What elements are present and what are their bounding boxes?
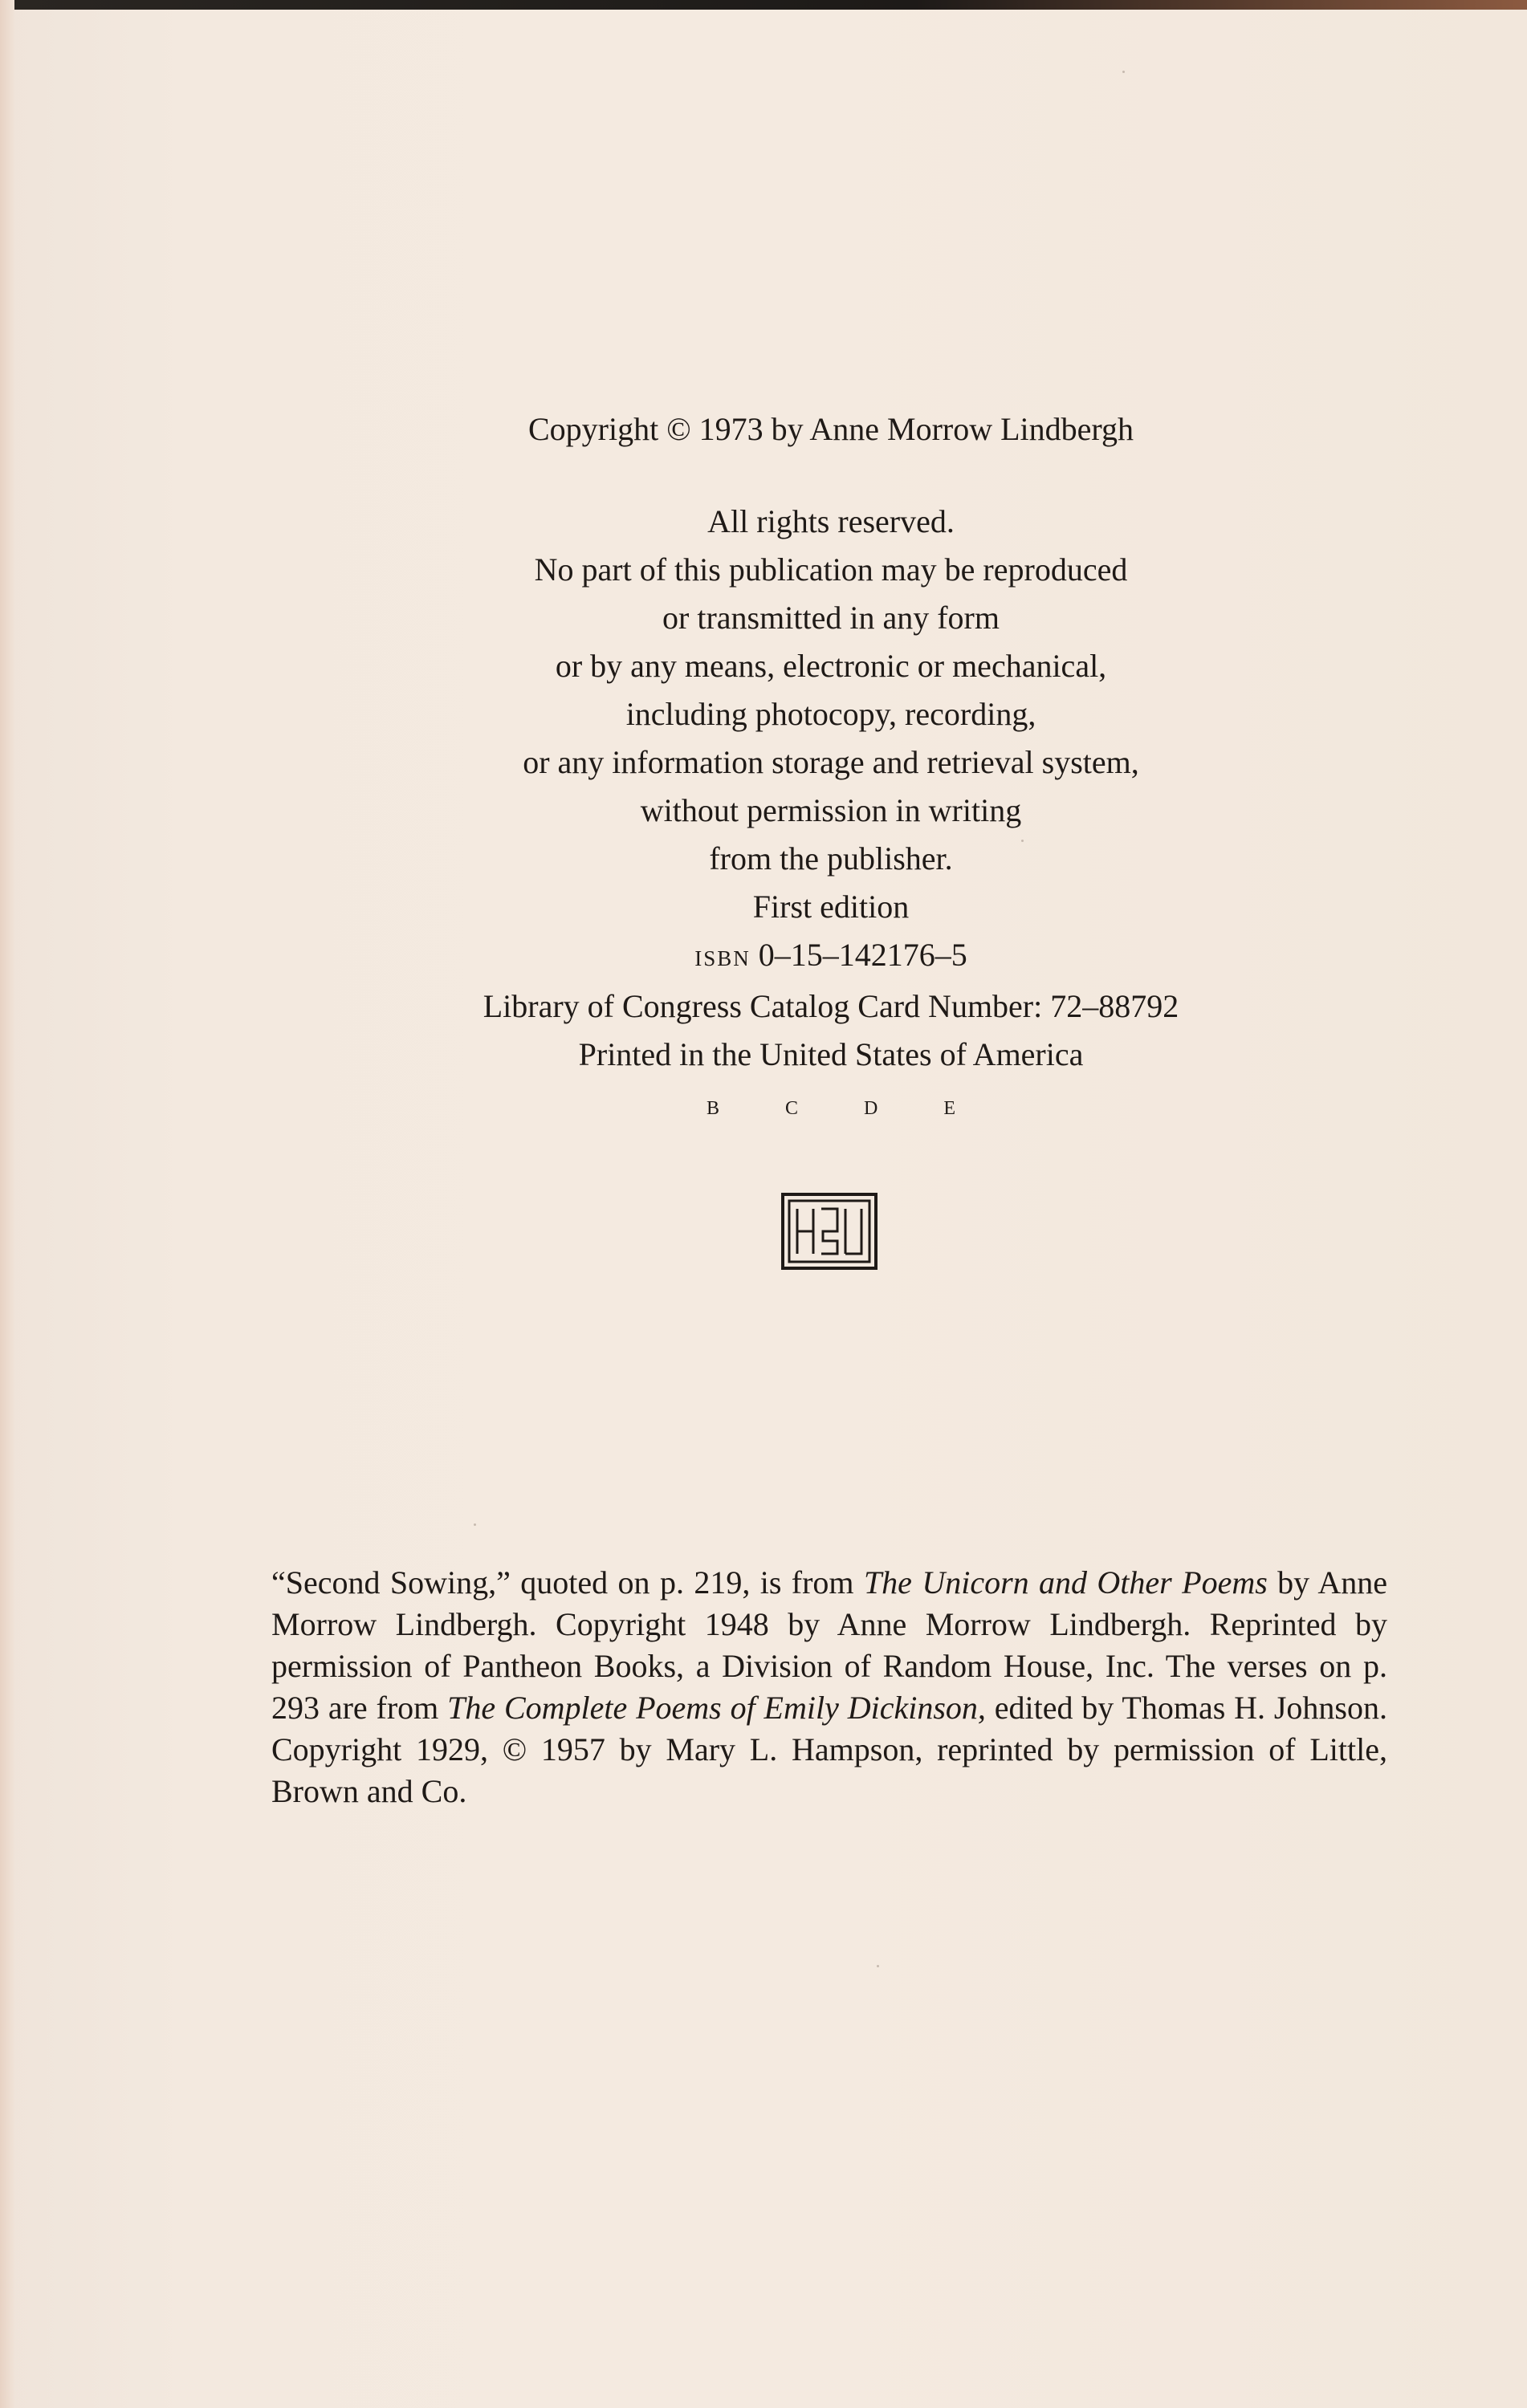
- credit-text: by Anne Morrow Lindbergh. Copyright 1948 by Anne Morrow Lindbergh. Reprinted by permission of Pantheon Books, a Division of Random House, Inc. The verses on p. 293 are from: [271, 1564, 1387, 1726]
- paper-speck: [474, 1523, 476, 1526]
- isbn-label: ISBN: [694, 946, 751, 970]
- printing-letters: B C D E: [706, 1098, 986, 1119]
- rights-line: or by any means, electronic or mechanical,: [555, 648, 1107, 684]
- rights-line: or transmitted in any form: [662, 600, 1000, 636]
- page-left-edge: [0, 0, 14, 2408]
- credit-work-title: The Complete Poems of Emily Dickinson,: [447, 1690, 986, 1726]
- lccn-line: Library of Congress Catalog Card Number: 72–88792: [483, 988, 1179, 1024]
- rights-line: from the publisher.: [709, 840, 953, 877]
- rights-line: without permission in writing: [640, 792, 1022, 828]
- credit-work-title: The Unicorn and Other Poems: [863, 1564, 1268, 1601]
- page-top-edge: [0, 0, 1527, 10]
- rights-line: No part of this publication may be reproduced: [534, 551, 1128, 588]
- isbn-line: [361, 931, 1301, 982]
- rights-line: or any information storage and retrieval system,: [523, 744, 1139, 780]
- permissions-credit: [271, 1562, 1387, 1812]
- credit-text: “Second Sowing,” quoted on p. 219, is from: [271, 1564, 864, 1601]
- printed-in-line: Printed in the United States of America: [578, 1036, 1084, 1072]
- copyright-notice: Copyright © 1973 by Anne Morrow Lindbergh: [527, 411, 1134, 447]
- rights-line: All rights reserved.: [707, 503, 955, 539]
- paper-speck: [1122, 71, 1125, 73]
- paper-speck: [877, 1965, 879, 1967]
- copyright-block: [361, 405, 1301, 1124]
- publisher-monogram-icon: [781, 1193, 878, 1270]
- edition-line: First edition: [752, 889, 910, 925]
- isbn-value: 0–15–142176–5: [758, 937, 967, 973]
- credit-text: edited by Thomas H. Johnson. Copyright 1929, © 1957 by Mary L. Hampson, reprinted by permission of Little, Brown and Co.: [271, 1690, 1388, 1809]
- rights-line: including photocopy, recording,: [625, 696, 1036, 732]
